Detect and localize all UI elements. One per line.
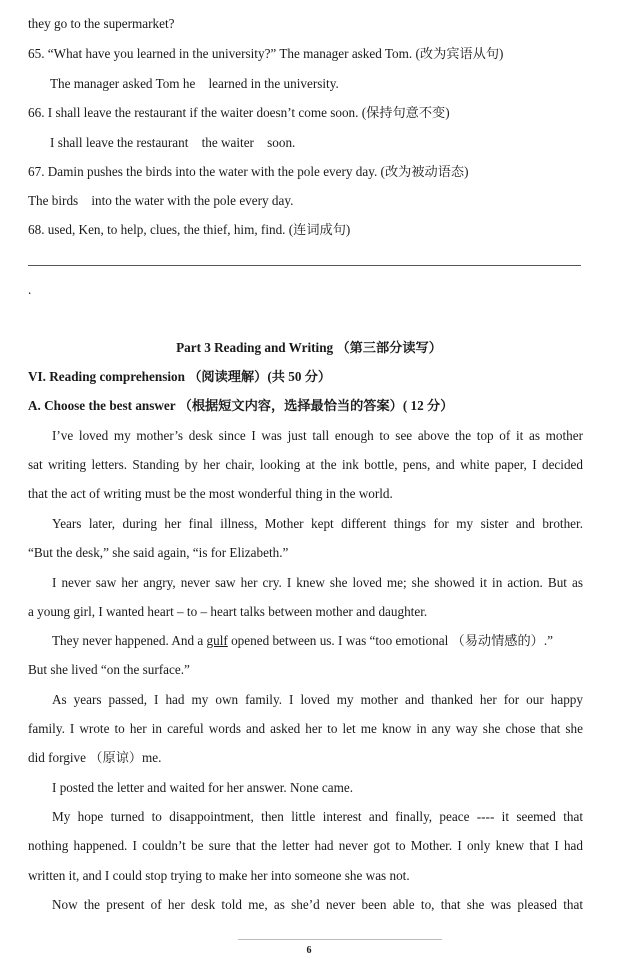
passage-line: did forgive （原谅）me. — [28, 750, 162, 765]
answer-67: The birds into the water with the pole every day. — [28, 193, 294, 208]
passage-line: I never saw her angry, never saw her cry. I knew she loved me; she showed it in action. But as — [52, 575, 583, 590]
passage-line: I posted the letter and waited for her answer. None came. — [52, 780, 353, 795]
question-66: 66. I shall leave the restaurant if the waiter doesn’t come soon. (保持句意不变) — [28, 105, 450, 120]
passage-line: “But the desk,” she said again, “is for Elizabeth.” — [28, 545, 289, 560]
underlined-word-gulf: gulf — [206, 633, 228, 648]
answer-blank-line — [28, 265, 581, 266]
footer-rule — [238, 939, 442, 940]
passage-line: Now the present of her desk told me, as she’d never been able to, that she was pleased that — [52, 897, 583, 912]
passage-line: that the act of writing must be the most wonderful thing in the world. — [28, 486, 393, 501]
passage-text: They never happened. And a — [52, 633, 207, 648]
subsection-heading: A. Choose the best answer （根据短文内容，选择最恰当的答案）( 12 分） — [28, 398, 454, 413]
passage-line: Years later, during her final illness, Mother kept different things for my sister and brother. — [52, 516, 583, 531]
question-67: 67. Damin pushes the birds into the water with the pole every day. (改为被动语态) — [28, 164, 469, 179]
passage-line — [52, 633, 553, 649]
answer-65: The manager asked Tom he learned in the university. — [50, 76, 339, 91]
passage-line: I’ve loved my mother’s desk since I was just tall enough to see above the top of it as mother — [52, 428, 583, 443]
passage-line: nothing happened. I couldn’t be sure that the letter had never got to Mother. I only knew that I had — [28, 838, 583, 853]
section-heading: VI. Reading comprehension （阅读理解）(共 50 分） — [28, 369, 332, 384]
text-line: they go to the supermarket? — [28, 16, 175, 31]
passage-line: family. I wrote to her in careful words and asked her to let me know in any way she chose that she — [28, 721, 583, 736]
answer-dot: . — [28, 282, 32, 297]
passage-line: But she lived “on the surface.” — [28, 662, 190, 677]
question-68: 68. used, Ken, to help, clues, the thief, him, find. (连词成句) — [28, 222, 351, 237]
question-65: 65. “What have you learned in the university?” The manager asked Tom. (改为宾语从句) — [28, 46, 504, 61]
answer-66: I shall leave the restaurant the waiter soon. — [50, 135, 296, 150]
passage-line: written it, and I could stop trying to make her into someone she was not. — [28, 868, 410, 883]
passage-text: opened between us. I was “too emotional （易动情感的）.” — [227, 633, 553, 648]
part-title: Part 3 Reading and Writing （第三部分读写） — [176, 340, 442, 355]
passage-line: sat writing letters. Standing by her chair, looking at the ink bottle, pens, and white paper, I decided — [28, 457, 583, 472]
passage-line: a young girl, I wanted heart – to – heart talks between mother and daughter. — [28, 604, 428, 619]
passage-line: My hope turned to disappointment, then little interest and finally, peace ---- it seemed that — [52, 809, 583, 824]
page-number: 6 — [306, 945, 312, 956]
passage-line: As years passed, I had my own family. I loved my mother and thanked her for our happy — [52, 692, 583, 707]
